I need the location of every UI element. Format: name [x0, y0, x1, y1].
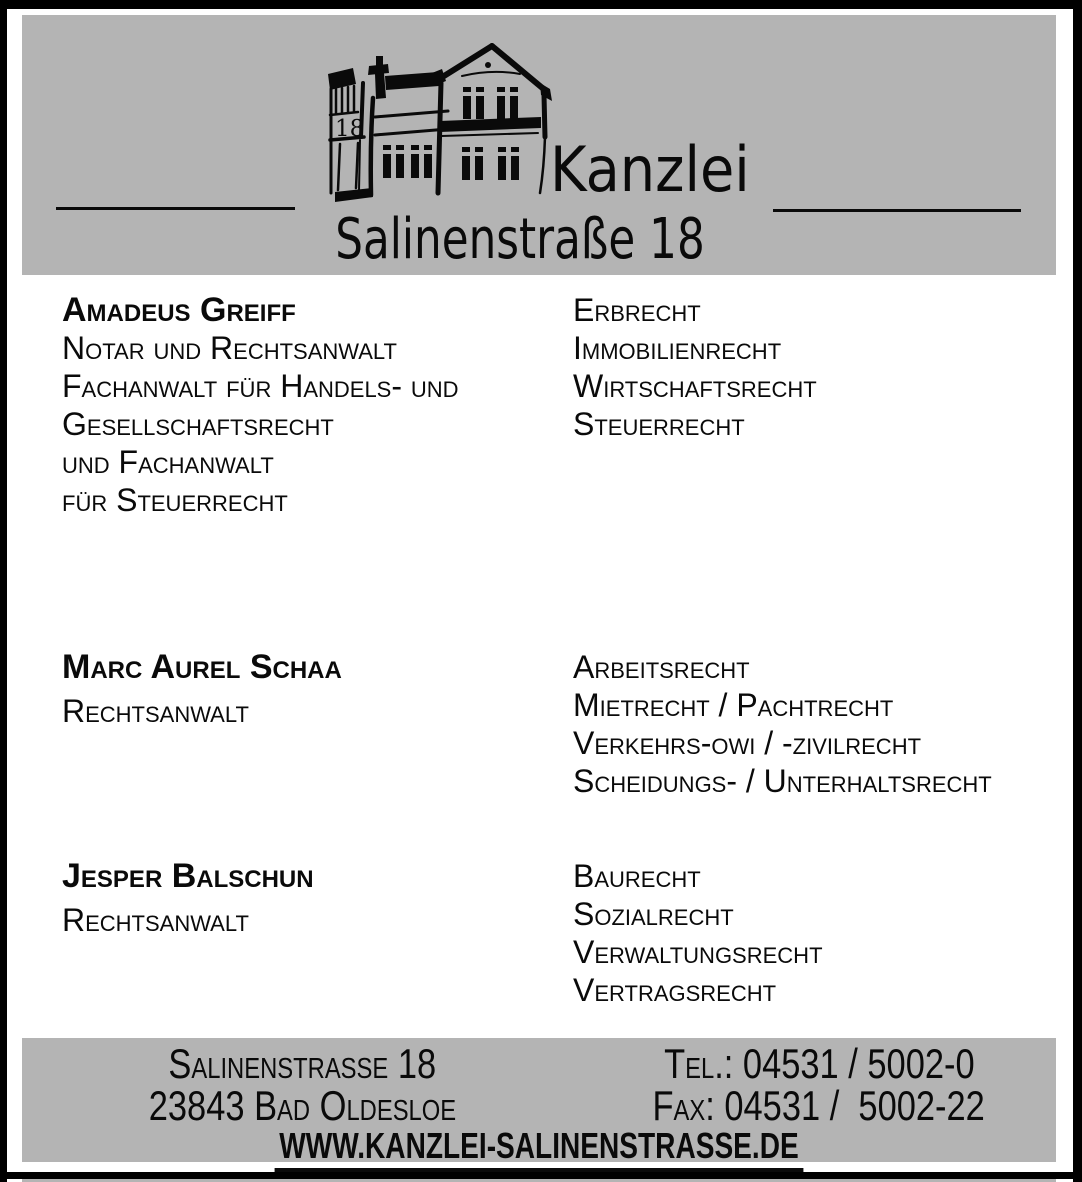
lawyer-title-line: und Fachanwalt — [62, 444, 274, 480]
practice-area-item: Verkehrs-owi / -zivilrecht — [573, 725, 922, 761]
decorative-rule-right — [773, 209, 1021, 212]
footer-website — [22, 1126, 1056, 1173]
footer-website-text: WWW.KANZLEI-SALINENSTRASSE.DE — [275, 1126, 804, 1173]
lawyer-name: Jesper Balschun — [62, 857, 314, 895]
lawyer-name: Marc Aurel Schaa — [62, 648, 342, 686]
brand-kanzlei-text: Kanzlei — [550, 133, 750, 206]
page-border-right — [1073, 0, 1082, 1182]
brand-kanzlei — [550, 133, 772, 206]
practice-area-list — [573, 291, 817, 443]
header-band — [22, 15, 1056, 275]
practice-area-list — [573, 648, 992, 800]
brand-salinenstrasse — [283, 207, 757, 272]
footer-address-line1: Salinenstrasse 18 — [168, 1040, 436, 1087]
lawyer-title-line: Rechtsanwalt — [62, 902, 249, 938]
page-border-top — [0, 0, 1082, 9]
footer-fax: Fax: 04531 / 5002-22 — [652, 1082, 986, 1129]
practice-area-list — [573, 857, 823, 1009]
practice-area-item: Erbrecht — [573, 292, 701, 328]
lawyer-identity — [62, 291, 459, 519]
footer-address — [22, 1040, 582, 1129]
decorative-rule-left — [56, 207, 295, 210]
footer-band — [22, 1038, 1056, 1166]
practice-area-item: Sozialrecht — [573, 896, 734, 932]
practice-area-item: Steuerrecht — [573, 406, 745, 442]
lawyer-identity — [62, 857, 314, 939]
house-number-label: 18 — [335, 116, 365, 142]
practice-area-item: Scheidungs- / Unterhaltsrecht — [573, 763, 992, 799]
practice-area-item: Vertragsrecht — [573, 972, 777, 1008]
lawyer-name: Amadeus Greiff — [62, 291, 296, 329]
lawyer-title-line: Fachanwalt für Handels- und — [62, 368, 459, 404]
practice-area-item: Arbeitsrecht — [573, 649, 750, 685]
page-border-left — [0, 0, 7, 1182]
practice-area-item: Verwaltungsrecht — [573, 934, 823, 970]
lawyer-identity — [62, 648, 342, 730]
lawyer-title-line: für Steuerrecht — [62, 482, 288, 518]
practice-area-item: Baurecht — [573, 858, 701, 894]
brand-salinenstrasse-text: Salinenstraße 18 — [335, 207, 705, 272]
lawyer-title-line: Gesellschaftsrecht — [62, 406, 334, 442]
building-illustration — [328, 43, 554, 205]
lawyer-title-line: Notar und Rechtsanwalt — [62, 330, 397, 366]
footer-address-line2: 23843 Bad Oldesloe — [148, 1082, 456, 1129]
footer-phone — [582, 1040, 1056, 1129]
practice-area-item: Mietrecht / Pachtrecht — [573, 687, 894, 723]
practice-area-item: Wirtschaftsrecht — [573, 368, 817, 404]
page-border-bottom — [0, 1172, 1082, 1179]
footer-tel: Tel.: 04531 / 5002-0 — [663, 1040, 975, 1087]
practice-area-item: Immobilienrecht — [573, 330, 782, 366]
lawyer-title-line: Rechtsanwalt — [62, 693, 249, 729]
